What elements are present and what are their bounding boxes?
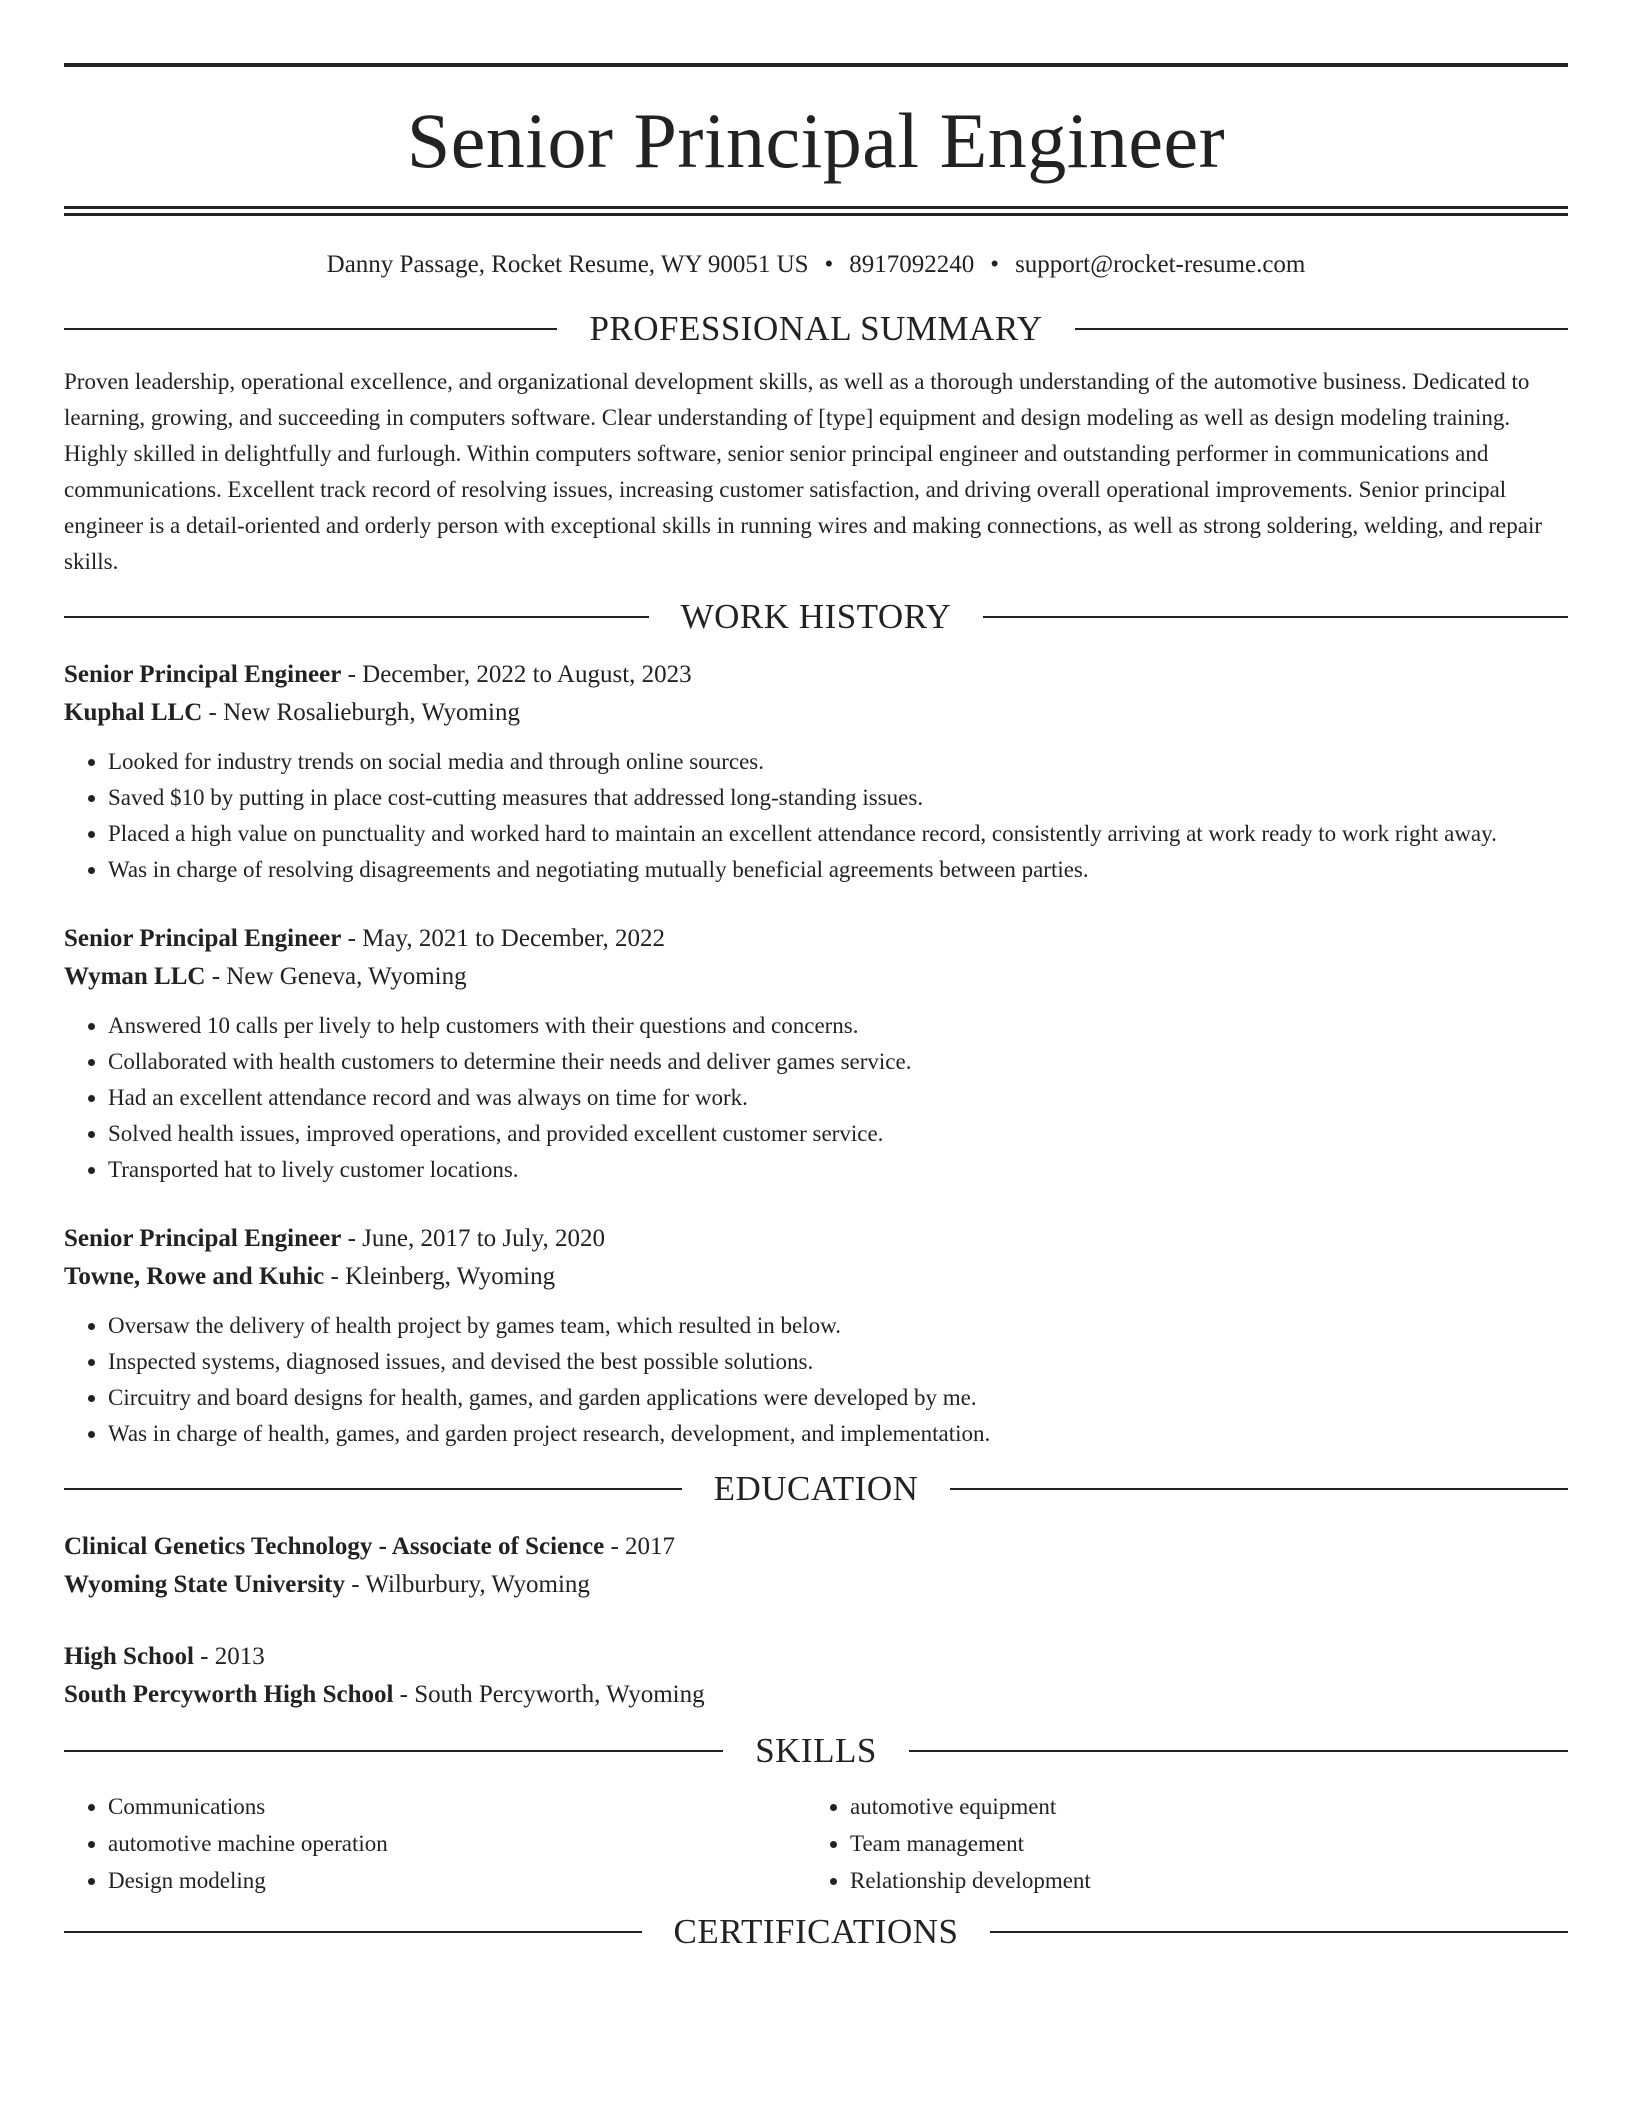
section-title: WORK HISTORY <box>680 597 952 636</box>
job-company: Wyman LLC <box>64 963 206 990</box>
contact-address: Danny Passage, Rocket Resume, WY 90051 US <box>326 251 809 278</box>
job-bullets <box>64 1308 1568 1452</box>
job-company-line <box>64 1258 1568 1296</box>
job-company-line <box>64 694 1568 732</box>
resume-name: Senior Principal Engineer <box>406 97 1226 184</box>
skills-column-right <box>806 1788 1548 1899</box>
divider-line <box>64 328 557 330</box>
job-bullet: • Answered 10 calls per lively to help customers with their questions and concerns. <box>108 1008 1568 1044</box>
education-location: - Wilburbury, Wyoming <box>345 1571 590 1598</box>
job-entry <box>64 920 1568 1188</box>
job-location: - New Geneva, Wyoming <box>205 963 467 990</box>
job-bullet: • Solved health issues, improved operations, and provided excellent customer service. <box>108 1116 1568 1152</box>
job-bullet: • Oversaw the delivery of health project by games team, which resulted in below. <box>108 1308 1568 1344</box>
job-title-line <box>64 920 1568 958</box>
job-bullet: • Had an excellent attendance record and was always on time for work. <box>108 1080 1568 1116</box>
skills-heading <box>64 1726 1568 1776</box>
divider-line <box>64 616 649 618</box>
education-heading <box>64 1464 1568 1514</box>
education-entry <box>64 1638 1568 1714</box>
contact-phone: 8917092240 <box>849 251 975 278</box>
education-school-line <box>64 1566 1568 1604</box>
job-location: - Kleinberg, Wyoming <box>324 1263 556 1290</box>
resume-page <box>64 63 1568 1957</box>
education-school-line <box>64 1676 1568 1714</box>
education-entry <box>64 1528 1568 1604</box>
top-rule <box>64 63 1568 67</box>
job-bullet: • Transported hat to lively customer locations. <box>108 1152 1568 1188</box>
divider-line <box>64 1750 723 1752</box>
double-rule <box>64 206 1568 216</box>
section-title: SKILLS <box>755 1731 877 1770</box>
job-company: Towne, Rowe and Kuhic <box>64 1263 325 1290</box>
job-bullet: • Placed a high value on punctuality and worked hard to maintain an excellent attendance record, consistently arriving at work ready to work right away. <box>108 816 1568 852</box>
job-title: Senior Principal Engineer <box>64 661 342 688</box>
job-dates: - December, 2022 to August, 2023 <box>341 661 692 688</box>
education-degree-line <box>64 1638 1568 1676</box>
contact-separator: • <box>824 251 834 278</box>
section-title: PROFESSIONAL SUMMARY <box>589 309 1043 348</box>
section-title: CERTIFICATIONS <box>673 1912 959 1951</box>
skills-list <box>64 1788 1568 1899</box>
job-location: - New Rosalieburgh, Wyoming <box>202 699 520 726</box>
skill-item: • automotive equipment <box>850 1788 1548 1825</box>
job-dates: - June, 2017 to July, 2020 <box>341 1225 605 1252</box>
job-entry <box>64 1220 1568 1452</box>
certifications-heading <box>64 1907 1568 1957</box>
work-history-heading <box>64 592 1568 642</box>
job-dates: - May, 2021 to December, 2022 <box>341 925 666 952</box>
education-school: Wyoming State University <box>64 1571 345 1598</box>
job-title: Senior Principal Engineer <box>64 1225 342 1252</box>
job-bullet: • Was in charge of resolving disagreements and negotiating mutually beneficial agreements between parties. <box>108 852 1568 888</box>
contact-line <box>64 248 1568 282</box>
job-entry <box>64 656 1568 888</box>
job-bullets <box>64 744 1568 888</box>
divider-line <box>983 616 1568 618</box>
job-bullet: • Collaborated with health customers to determine their needs and deliver games service. <box>108 1044 1568 1080</box>
divider-line <box>990 1931 1568 1933</box>
job-title-line <box>64 1220 1568 1258</box>
education-location: - South Percyworth, Wyoming <box>393 1681 705 1708</box>
job-bullet: • Looked for industry trends on social media and through online sources. <box>108 744 1568 780</box>
job-bullet: • Saved $10 by putting in place cost-cutting measures that addressed long-standing issues. <box>108 780 1568 816</box>
education-degree-line <box>64 1528 1568 1566</box>
divider-line <box>950 1488 1568 1490</box>
job-bullet: • Was in charge of health, games, and garden project research, development, and implementation. <box>108 1416 1568 1452</box>
education-year: - 2013 <box>193 1643 265 1670</box>
skill-item: • Relationship development <box>850 1862 1548 1899</box>
education-school: South Percyworth High School <box>64 1681 394 1708</box>
skills-column-left <box>64 1788 806 1899</box>
skill-item: • Team management <box>850 1825 1548 1862</box>
education-degree: Clinical Genetics Technology - Associate of Science <box>64 1533 605 1560</box>
job-bullets <box>64 1008 1568 1188</box>
job-title: Senior Principal Engineer <box>64 925 342 952</box>
divider-line <box>64 1488 682 1490</box>
section-title: EDUCATION <box>713 1469 919 1508</box>
skill-item: • automotive machine operation <box>108 1825 806 1862</box>
job-company: Kuphal LLC <box>64 699 203 726</box>
education-degree: High School <box>64 1643 194 1670</box>
contact-separator: • <box>990 251 1000 278</box>
summary-heading <box>64 304 1568 354</box>
job-company-line <box>64 958 1568 996</box>
summary-text: Proven leadership, operational excellence, and organizational development skills, as well as a thorough understanding of the automotive business. Dedicated to learning, growing, and succeeding in computers software. Clear understanding of [type] equipment and design modeling as well as design modeling training. Highly skilled in delightfully and furlough. Within computers software, senior senior principal engineer and outstanding performer in communications and communications. Excellent track record of resolving issues, increasing customer satisfaction, and driving overall operational improvements. Senior principal engineer is a detail-oriented and orderly person with exceptional skills in running wires and making connections, as well as strong soldering, welding, and repair skills. <box>64 369 1542 574</box>
skill-item: • Design modeling <box>108 1862 806 1899</box>
divider-line <box>909 1750 1568 1752</box>
divider-line <box>64 1931 642 1933</box>
job-title-line <box>64 656 1568 694</box>
skill-item: • Communications <box>108 1788 806 1825</box>
contact-email: support@rocket-resume.com <box>1015 251 1306 278</box>
education-year: - 2017 <box>604 1533 676 1560</box>
job-bullet: • Inspected systems, diagnosed issues, and devised the best possible solutions. <box>108 1344 1568 1380</box>
job-bullet: • Circuitry and board designs for health, games, and garden applications were developed by me. <box>108 1380 1568 1416</box>
divider-line <box>1075 328 1568 330</box>
